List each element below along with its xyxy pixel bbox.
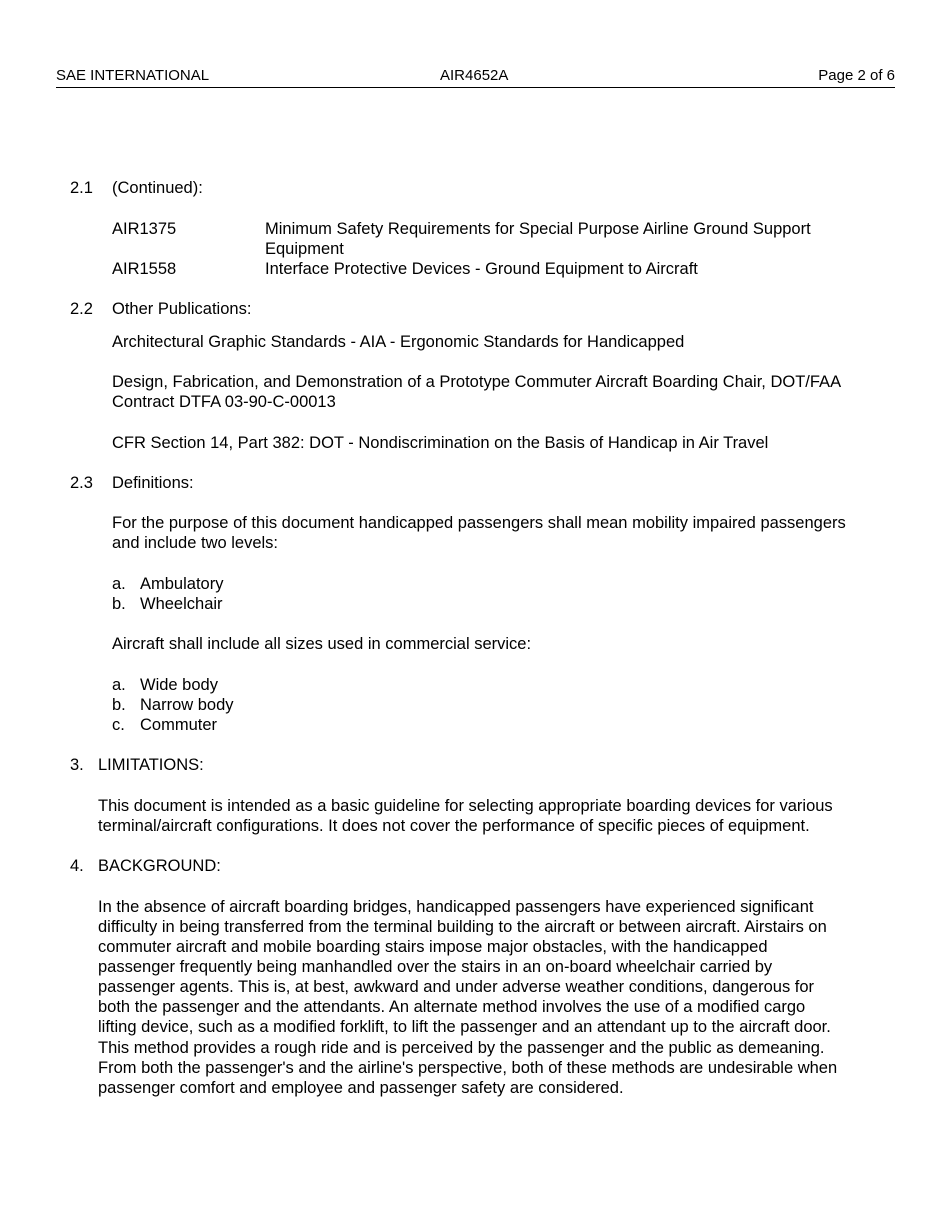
section-2-2-title: Other Publications: (112, 300, 252, 318)
background-text-line: difficulty in being transferred from the terminal building to the aircraft or between aircraft. Airstairs on (98, 918, 827, 936)
header-organization: SAE INTERNATIONAL (56, 67, 210, 84)
section-2-3-number: 2.3 (70, 474, 93, 492)
definition-text: and include two levels: (112, 534, 279, 552)
background-text-line: This method provides a rough ride and is perceived by the passenger and the public as demeaning. (98, 1039, 825, 1057)
list-label: c. (112, 716, 125, 734)
section-2-1-title: (Continued): (112, 179, 203, 197)
section-3-title: LIMITATIONS: (98, 756, 204, 774)
background-text-line: both the passenger and the attendants. An alternate method involves the use of a modified cargo (98, 998, 806, 1016)
section-4-number: 4. (70, 857, 84, 875)
publication-item: CFR Section 14, Part 382: DOT - Nondiscrimination on the Basis of Handicap in Air Travel (112, 434, 769, 452)
definition-text: Aircraft shall include all sizes used in commercial service: (112, 635, 532, 653)
publication-item: Architectural Graphic Standards - AIA - Ergonomic Standards for Handicapped (112, 333, 685, 351)
list-label: b. (112, 696, 126, 714)
list-item: Wheelchair (140, 595, 223, 613)
publication-item: Design, Fabrication, and Demonstration of a Prototype Commuter Aircraft Boarding Chair, DOT/FAA (112, 373, 842, 391)
section-4-title: BACKGROUND: (98, 857, 221, 875)
background-text-line: passenger comfort and employee and passenger safety are considered. (98, 1079, 624, 1097)
background-text-line: lifting device, such as a modified forklift, to lift the passenger and an attendant up to the aircraft door. (98, 1018, 831, 1036)
list-label: a. (112, 575, 126, 593)
background-text-line: passenger agents. This is, at best, awkward and under adverse weather conditions, dangerous for (98, 978, 815, 996)
limitations-text: This document is intended as a basic guideline for selecting appropriate boarding devices for various (98, 797, 833, 815)
background-text-line: In the absence of aircraft boarding bridges, handicapped passengers have experienced significant (98, 898, 814, 916)
background-text-line: commuter aircraft and mobile boarding stairs impose major obstacles, with the handicapped (98, 938, 768, 956)
list-label: b. (112, 595, 126, 613)
page-header (56, 66, 895, 88)
publication-item-continued: Contract DTFA 03-90-C-00013 (112, 393, 336, 411)
ref-title: Minimum Safety Requirements for Special Purpose Airline Ground Support (265, 220, 811, 238)
ref-code: AIR1375 (112, 220, 177, 238)
header-page-number: Page 2 of 6 (818, 67, 895, 84)
background-text-line: passenger frequently being manhandled over the stairs in an on-board wheelchair carried by (98, 958, 773, 976)
section-2-2-number: 2.2 (70, 300, 93, 318)
section-2-3-title: Definitions: (112, 474, 194, 492)
list-item: Ambulatory (140, 575, 224, 593)
list-item: Narrow body (140, 696, 234, 714)
list-label: a. (112, 676, 126, 694)
list-item: Commuter (140, 716, 218, 734)
background-text-line: From both the passenger's and the airline's perspective, both of these methods are undesirable when (98, 1059, 838, 1077)
definition-text: For the purpose of this document handicapped passengers shall mean mobility impaired passengers (112, 514, 846, 532)
section-3-number: 3. (70, 756, 84, 774)
limitations-text: terminal/aircraft configurations. It does not cover the performance of specific pieces of equipment. (98, 817, 810, 835)
section-2-1-number: 2.1 (70, 179, 93, 197)
header-document-id: AIR4652A (440, 67, 509, 84)
ref-code: AIR1558 (112, 260, 177, 278)
list-item: Wide body (140, 676, 218, 694)
ref-title: Interface Protective Devices - Ground Equipment to Aircraft (265, 260, 698, 278)
ref-title-continued: Equipment (265, 240, 344, 258)
